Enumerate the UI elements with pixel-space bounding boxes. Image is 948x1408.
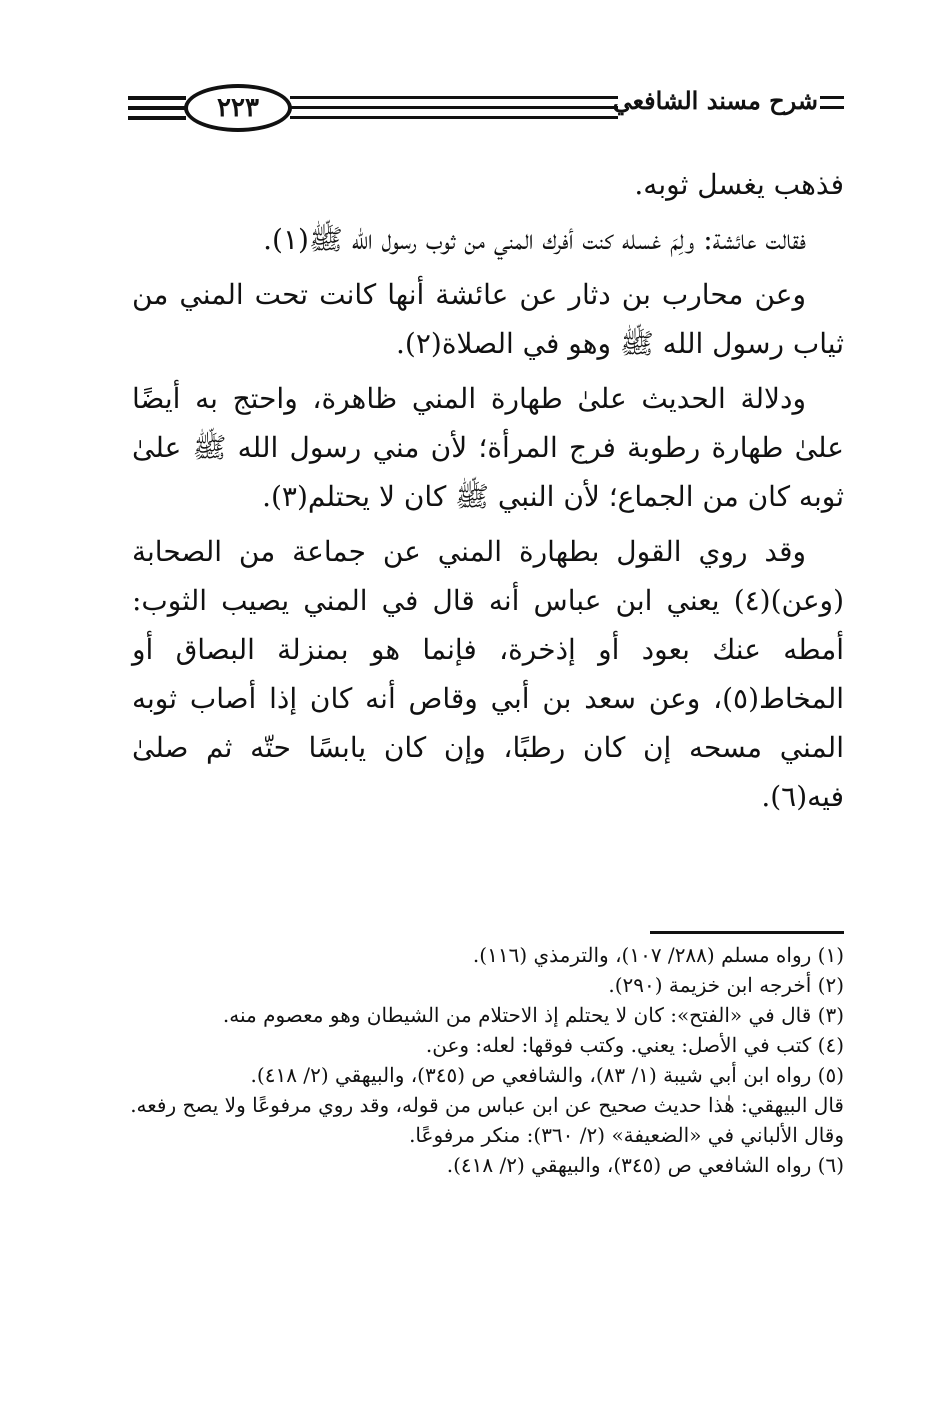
footnote: (٣) قال في «الفتح»: كان لا يحتلم إذ الاحتلام من الشيطان وهو معصوم منه.: [222, 1003, 844, 1027]
header-rule: [128, 116, 186, 120]
paragraph: وعن محارب بن دثار عن عائشة أنها كانت تحت المني من ثياب رسول الله ﷺ وهو في الصلاة(٢).: [132, 278, 844, 360]
header-rule: [290, 106, 618, 109]
header-rule: [290, 116, 618, 119]
page-number: ٢٢٣: [184, 84, 292, 132]
header-rule: [128, 106, 186, 110]
header-rule: [290, 96, 618, 99]
footnote-separator: [650, 931, 844, 934]
paragraph: فقالت عائشة: ولِمَ غسله كنت أفرك المني من ثوب رسول الله ﷺ(١).: [263, 223, 806, 256]
paragraph: وقد روي القول بطهارة المني عن جماعة من الصحابة (وعن)(٤) يعني ابن عباس أنه قال في المني يصيب الثوب: أمطه عنك بعود أو إذخرة، فإنما هو بمنزلة البصاق أو المخاط(٥)، وعن سعد بن أبي وقاص أنه كان إذا أصاب ثوبه المني مسحه إن كان رطبًا، وإن كان يابسًا حتّه ثم صلىٰ فيه(٦).: [132, 535, 844, 813]
page-header: [128, 72, 844, 146]
footnote-continuation: وقال الألباني في «الضعيفة» (٢/ ٣٦٠): منكر مرفوعًا.: [409, 1123, 844, 1147]
footnote: (٤) كتب في الأصل: يعني. وكتب فوقها: لعله: وعن.: [425, 1033, 844, 1057]
book-title: شرح مسند الشافعي: [612, 86, 818, 115]
header-rule: [128, 96, 186, 100]
paragraph: ودلالة الحديث علىٰ طهارة المني ظاهرة، واحتج به أيضًا علىٰ طهارة رطوبة فرج المرأة؛ لأن مني رسول الله ﷺ علىٰ ثوبه كان من الجماع؛ لأن النبي ﷺ كان لا يحتلم(٣).: [132, 382, 844, 513]
footnote: (٢) أخرجه ابن خزيمة (٢٩٠).: [608, 973, 844, 997]
footnote: (١) رواه مسلم (٢٨٨/ ١٠٧)، والترمذي (١١٦).: [472, 943, 844, 967]
paragraph: فذهب يغسل ثوبه.: [634, 168, 844, 201]
main-text: [132, 160, 844, 827]
header-rule: [820, 106, 844, 109]
footnote: (٦) رواه الشافعي ص (٣٤٥)، والبيهقي (٢/ ٤١٨).: [446, 1153, 844, 1177]
footnote: (٥) رواه ابن أبي شيبة (١/ ٨٣)، والشافعي ص (٣٤٥)، والبيهقي (٢/ ٤١٨).: [250, 1063, 844, 1087]
footnote-continuation: قال البيهقي: هٰذا حديث صحيح عن ابن عباس من قوله، وقد روي مرفوعًا ولا يصح رفعه.: [130, 1093, 844, 1117]
header-rule: [820, 96, 844, 99]
footnotes: [128, 940, 844, 1180]
